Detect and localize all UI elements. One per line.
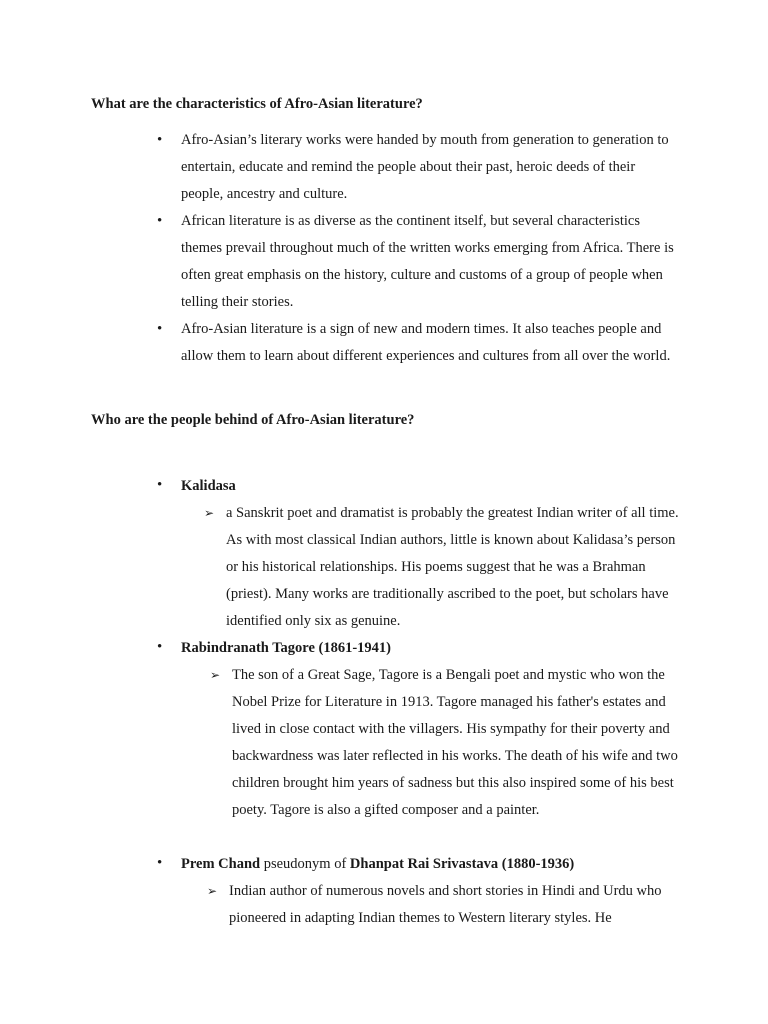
- arrow-bullet-icon: ➢: [210, 668, 221, 682]
- list-item-characteristic-1: [157, 127, 681, 208]
- person-description-prem-chand: [207, 878, 681, 932]
- list-item-person-kalidasa: [157, 477, 681, 495]
- bullet-icon: •: [157, 132, 163, 148]
- person-name: Rabindranath Tagore (1861-1941): [181, 640, 392, 656]
- bullet-icon: •: [157, 639, 163, 655]
- person-real-name: Dhanpat Rai Srivastava (1880-1936): [349, 856, 575, 872]
- section-heading-people: Who are the people behind of Afro-Asian literature?: [91, 412, 415, 428]
- list-item-characteristic-2: [157, 208, 681, 316]
- bullet-icon: •: [157, 213, 163, 229]
- person-name: Prem Chand: [181, 856, 261, 872]
- person-name: Kalidasa: [181, 478, 236, 494]
- person-description-kalidasa: [204, 500, 681, 635]
- description-text: The son of a Great Sage, Tagore is a Bengali poet and mystic who won the Nobel Prize for Literature in 1913. Tagore managed his father's estates and lived in close contact with the villagers. His sympathy for their poverty and backwardness was later reflected in his works. The death of his wife and two children brought him years of sadness but this also inspired some of his best poety. Tagore is also a gifted composer and a painter.: [232, 667, 678, 818]
- list-item-characteristic-3: [157, 316, 681, 370]
- bullet-icon: •: [157, 321, 163, 337]
- list-item-person-tagore: [157, 639, 681, 657]
- section-heading-characteristics: What are the characteristics of Afro-Asian literature?: [91, 96, 423, 112]
- bullet-icon: •: [157, 855, 163, 871]
- characteristic-text: African literature is as diverse as the continent itself, but several characteristics themes prevail throughout much of the written works emerging from Africa. There is often great emphasis on the history, culture and customs of a group of people when telling their stories.: [181, 213, 674, 310]
- characteristic-text: Afro-Asian’s literary works were handed by mouth from generation to generation to entertain, educate and remind the people about their past, heroic deeds of their people, ancestry and culture.: [181, 132, 669, 202]
- characteristic-text: Afro-Asian literature is a sign of new and modern times. It also teaches people and allow them to learn about different experiences and cultures from all over the world.: [181, 321, 671, 364]
- person-description-tagore: [210, 662, 682, 824]
- bullet-icon: •: [157, 477, 163, 493]
- description-text: a Sanskrit poet and dramatist is probably the greatest Indian writer of all time. As with most classical Indian authors, little is known about Kalidasa’s person or his historical relationships. His poems suggest that he was a Brahman (priest). Many works are traditionally ascribed to the poet, but scholars have identified only six as genuine.: [226, 505, 679, 629]
- pseudonym-connector: pseudonym of: [260, 856, 350, 872]
- arrow-bullet-icon: ➢: [207, 884, 218, 898]
- description-text: Indian author of numerous novels and short stories in Hindi and Urdu who pioneered in adapting Indian themes to Western literary styles. He: [229, 883, 662, 926]
- list-item-person-prem-chand: [157, 855, 681, 873]
- arrow-bullet-icon: ➢: [204, 506, 215, 520]
